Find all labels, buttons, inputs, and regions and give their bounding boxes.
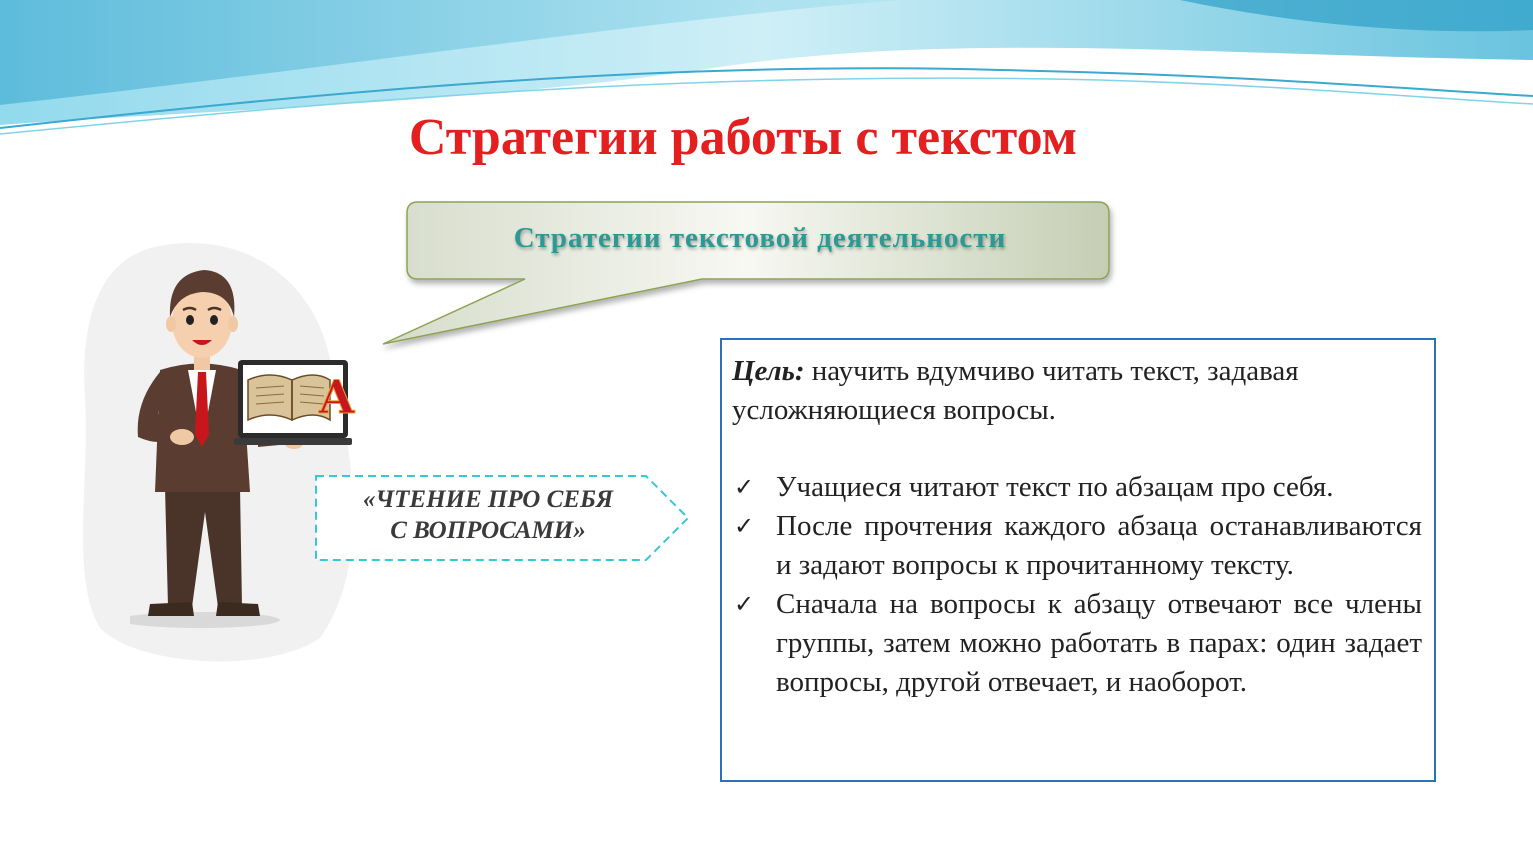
ribbon-line-2: С ВОПРОСАМИ»	[390, 517, 586, 544]
goal-text: научить вдумчиво читать текст, задавая усложняющиеся вопросы.	[732, 355, 1299, 426]
checkmark-icon: ✓	[734, 512, 755, 540]
list-item	[732, 507, 1422, 585]
list-item	[732, 585, 1422, 702]
ribbon-text	[318, 484, 658, 546]
goal-paragraph	[732, 352, 1422, 430]
list-item	[732, 468, 1422, 507]
slide-title: Стратегии работы с текстом	[408, 109, 1078, 166]
ribbon-line-1: «ЧТЕНИЕ ПРО СЕБЯ	[362, 486, 614, 513]
point-text: Сначала на вопросы к абзацу отвечают все члены группы, затем можно работать в парах: один задает вопросы, другой отвечает, и наоборот.	[776, 588, 1422, 698]
checkmark-icon: ✓	[734, 473, 755, 501]
teacher-illustration	[130, 262, 360, 632]
goal-info-box	[720, 338, 1436, 782]
laptop-letter: А	[318, 370, 356, 424]
points-list	[732, 468, 1422, 702]
speech-bubble-text: Стратегии текстовой деятельности	[513, 222, 1007, 254]
point-text: После прочтения каждого абзаца останавливаются и задают вопросы к прочитанному тексту.	[776, 510, 1422, 581]
point-text: Учащиеся читают текст по абзацам про себя.	[776, 471, 1334, 503]
goal-label: Цель:	[732, 355, 805, 387]
checkmark-icon: ✓	[734, 590, 755, 618]
